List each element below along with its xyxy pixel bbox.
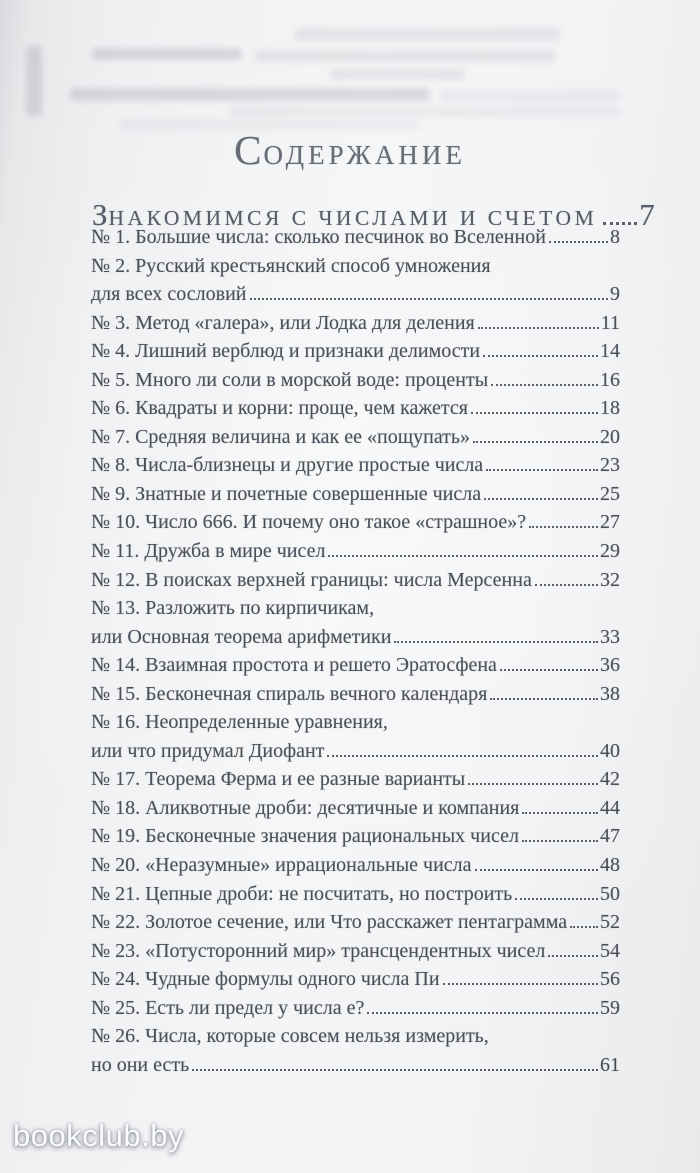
toc-line-text: № 1. Большие числа: сколько песчинок во Вселенной (91, 226, 546, 248)
dot-leader (471, 412, 598, 414)
toc-line (91, 711, 620, 740)
dot-leader (443, 983, 598, 985)
toc-line-text: № 25. Есть ли предел у числа е? (91, 996, 365, 1019)
toc-line-text: № 24. Чудные формулы одного числа Пи (91, 968, 440, 991)
toc-line (91, 511, 620, 540)
toc-line (91, 569, 620, 598)
dot-leader (548, 955, 598, 957)
toc-line (91, 397, 620, 426)
toc-page-number: 16 (600, 368, 620, 391)
toc-line-text: № 10. Число 666. И почему оно такое «страшное»? (91, 511, 527, 534)
toc-page-number: 8 (610, 226, 620, 248)
toc-line (91, 883, 620, 912)
dot-leader (529, 526, 598, 528)
toc-line (91, 255, 620, 284)
toc-line-text: № 11. Дружба в мире чисел (91, 540, 326, 563)
dot-leader (394, 641, 598, 643)
dot-leader (192, 1069, 598, 1071)
toc-page-number: 59 (600, 996, 620, 1019)
toc-page-number: 52 (600, 911, 620, 934)
toc-line-text: № 22. Золотое сечение, или Что расскажет пентаграмма (91, 911, 568, 934)
toc-line (91, 369, 620, 398)
toc-page-number: 33 (600, 625, 620, 648)
toc-line (91, 454, 620, 483)
dot-leader (484, 498, 598, 500)
toc-line-text: № 17. Теорема Ферма и ее разные варианты (91, 768, 466, 791)
toc-page-number: 27 (600, 511, 620, 534)
toc-list (91, 226, 620, 1082)
toc-line-text: № 21. Цепные дроби: не посчитать, но построить (91, 882, 513, 905)
toc-line-text: № 23. «Потусторонний мир» трансцендентных чисел (91, 939, 546, 962)
dot-leader (468, 783, 598, 785)
dot-leader (367, 1012, 598, 1014)
toc-line-text: № 26. Числа, которые совсем нельзя измерить, (91, 1025, 489, 1048)
toc-line (91, 340, 620, 369)
dot-leader (473, 441, 598, 443)
dot-leader (500, 669, 598, 671)
dot-leader (486, 469, 598, 471)
toc-line (91, 426, 620, 455)
toc-line-text: № 7. Средняя величина и как ее «пощупать» (91, 425, 471, 448)
dot-leader (478, 327, 599, 329)
dot-leader (522, 840, 598, 842)
toc-page-number: 40 (600, 739, 620, 762)
toc-page-number: 9 (610, 283, 620, 306)
toc-page-number: 56 (600, 968, 620, 991)
toc-section-page-number: 7 (639, 197, 655, 232)
dot-leader (570, 926, 598, 928)
toc-line-text: или Основная теорема арифметики (91, 625, 392, 648)
toc-page-number: 61 (600, 1053, 620, 1076)
dot-leader (515, 898, 598, 900)
toc-line (91, 312, 620, 341)
toc-line (91, 483, 620, 512)
toc-line-text: № 5. Много ли соли в морской воде: проценты (91, 368, 489, 391)
dot-leader (603, 222, 637, 225)
toc-line-text: № 13. Разложить по кирпичикам, (91, 597, 375, 620)
toc-line (91, 283, 620, 312)
toc-page-number: 25 (600, 482, 620, 505)
toc-line-text: № 18. Аликвотные дроби: десятичные и компания (91, 796, 520, 819)
toc-line (91, 825, 620, 854)
toc-line (91, 654, 620, 683)
toc-line-text: № 9. Знатные и почетные совершенные числа (91, 482, 482, 505)
toc-line (91, 683, 620, 712)
toc-line-text: № 8. Числа-близнецы и другие простые числа (91, 454, 484, 477)
toc-page-number: 48 (600, 854, 620, 877)
dot-leader (535, 584, 598, 586)
toc-line (91, 226, 620, 255)
toc-line-text: для всех сословий (91, 283, 247, 306)
toc-page-number: 47 (600, 825, 620, 848)
toc-line (91, 626, 620, 655)
toc-page-number: 18 (600, 397, 620, 420)
dot-leader (250, 298, 609, 300)
toc-page-number: 38 (600, 682, 620, 705)
toc-line-text: № 3. Метод «галера», или Лодка для деления (91, 311, 475, 334)
toc-line-text: № 14. Взаимная простота и решето Эратосфена (91, 654, 497, 677)
toc-line (91, 740, 620, 769)
toc-page-number: 54 (600, 939, 620, 962)
toc-line-text: но они есть (91, 1053, 190, 1076)
toc-page-number: 42 (600, 768, 620, 791)
toc-line (91, 597, 620, 626)
toc-page-number: 20 (600, 425, 620, 448)
watermark: bookclub.by (13, 1118, 184, 1153)
toc-line-text: № 19. Бесконечные значения рациональных чисел (91, 825, 519, 848)
toc-line-text: № 20. «Неразумные» иррациональные числа (91, 854, 472, 877)
toc-line-text: № 2. Русский крестьянский способ умножения (91, 254, 491, 277)
dot-leader (522, 812, 598, 814)
toc-line (91, 968, 620, 997)
toc-line (91, 797, 620, 826)
toc-line (91, 854, 620, 883)
toc-page-number: 14 (600, 340, 620, 363)
toc-line (91, 1054, 620, 1083)
toc-line (91, 768, 620, 797)
toc-page-number: 50 (600, 882, 620, 905)
toc-line-text: № 6. Квадраты и корни: проще, чем кажется (91, 397, 468, 420)
toc-page-number: 36 (600, 654, 620, 677)
toc-line-text: № 12. В поисках верхней границы: числа Мерсенна (91, 568, 532, 591)
dot-leader (483, 355, 598, 357)
dot-leader (328, 555, 598, 557)
page-title: СОДЕРЖАНИЕ (234, 127, 466, 173)
toc-line-text: № 4. Лишний верблюд и признаки делимости (91, 340, 481, 363)
dot-leader (491, 384, 598, 386)
dot-leader (327, 755, 598, 757)
toc-line (91, 940, 620, 969)
toc-section-title: ЗНАКОМИМСЯ С ЧИСЛАМИ И СЧЕТОМ (92, 197, 598, 232)
toc-line-text: № 16. Неопределенные уравнения, (91, 711, 388, 734)
toc-line (91, 911, 620, 940)
toc-line (91, 540, 620, 569)
toc-line-text: № 15. Бесконечная спираль вечного календаря (91, 682, 488, 705)
dot-leader (475, 869, 598, 871)
toc-line (91, 997, 620, 1026)
toc-line-text: или что придумал Диофант (91, 739, 325, 762)
toc-line (91, 1025, 620, 1054)
toc-page-number: 23 (600, 454, 620, 477)
dot-leader (549, 241, 608, 243)
toc-page-number: 44 (600, 796, 620, 819)
dot-leader (490, 698, 598, 700)
toc-page-number: 29 (600, 540, 620, 563)
toc-page-number: 11 (600, 311, 620, 334)
toc-page-number: 32 (600, 568, 620, 591)
